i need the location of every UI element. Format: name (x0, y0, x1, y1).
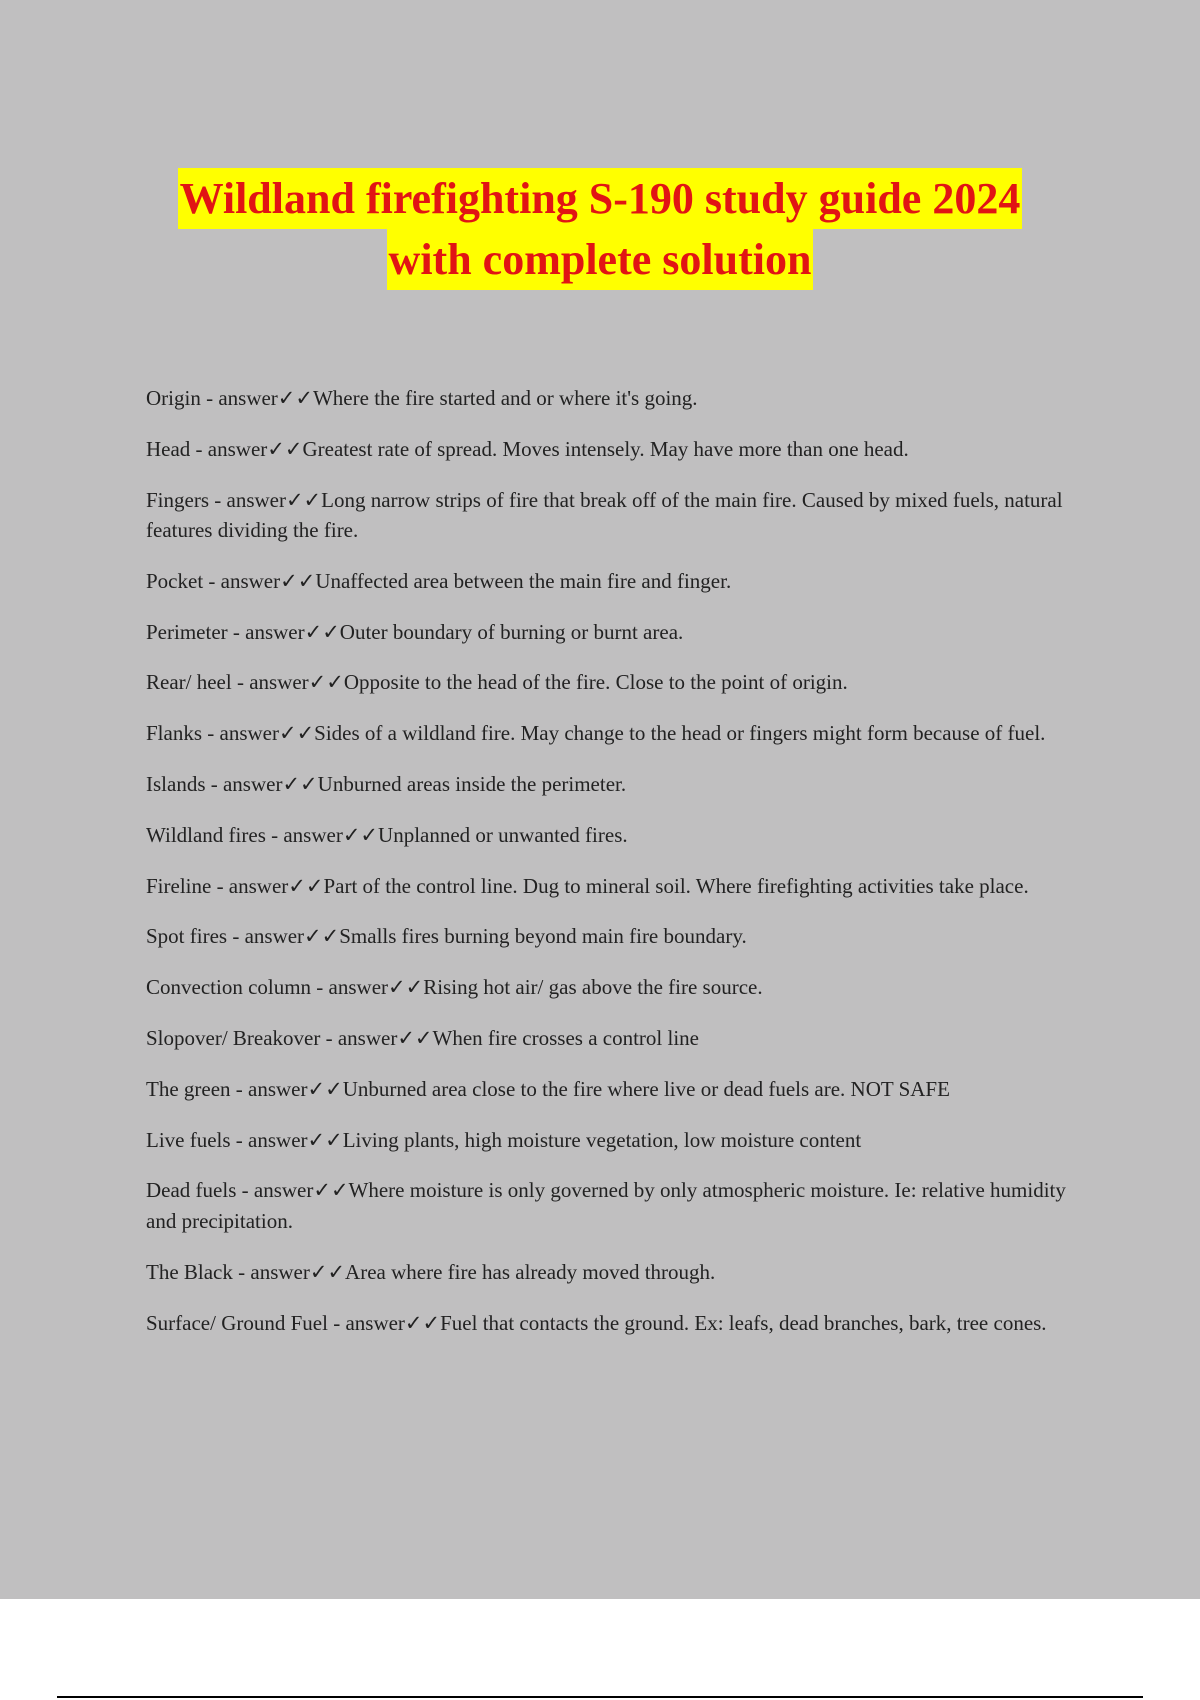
entry-head: Head - answer✓✓Greatest rate of spread. Moves intensely. May have more than one head. (146, 436, 909, 461)
entry-slopover: Slopover/ Breakover - answer✓✓When fire crosses a control line (146, 1026, 700, 1051)
entry-pocket: Pocket - answer✓✓Unaffected area between the main fire and finger. (146, 568, 732, 593)
entry-surface-ground-fuel: Surface/ Ground Fuel - answer✓✓Fuel that contacts the ground. Ex: leafs, dead branches, bark, tree cones. (146, 1310, 1047, 1335)
entry-fireline: Fireline - answer✓✓Part of the control line. Dug to mineral soil. Where firefighting activities take place. (146, 873, 1029, 898)
entry-spot-fires: Spot fires - answer✓✓Smalls fires burning beyond main fire boundary. (146, 924, 747, 949)
entry-flanks: Flanks - answer✓✓Sides of a wildland fire. May change to the head or fingers might form because of fuel. (146, 721, 1046, 746)
entry-perimeter: Perimeter - answer✓✓Outer boundary of burning or burnt area. (146, 619, 684, 644)
entry-islands: Islands - answer✓✓Unburned areas inside the perimeter. (146, 772, 627, 797)
page-divider (57, 1696, 1143, 1698)
entry-fingers: Fingers - answer✓✓Long narrow strips of fire that break off of the main fire. Caused by mixed fuels, natural features dividing the fire. (146, 487, 1063, 543)
entry-the-green: The green - answer✓✓Unburned area close to the fire where live or dead fuels are. NOT SAFE (146, 1076, 950, 1101)
entry-convection-column: Convection column - answer✓✓Rising hot air/ gas above the fire source. (146, 975, 763, 1000)
entry-dead-fuels: Dead fuels - answer✓✓Where moisture is only governed by only atmospheric moisture. Ie: relative humidity and precipitation. (146, 1178, 1066, 1233)
entry-origin: Origin - answer✓✓Where the fire started and or where it's going. (146, 386, 698, 410)
study-entries-list (146, 383, 1086, 1358)
entry-rear-heel: Rear/ heel - answer✓✓Opposite to the head of the fire. Close to the point of origin. (146, 670, 848, 695)
page-title (0, 168, 1200, 290)
entry-the-black: The Black - answer✓✓Area where fire has already moved through. (146, 1259, 716, 1284)
entry-live-fuels: Live fuels - answer✓✓Living plants, high moisture vegetation, low moisture content (146, 1127, 862, 1152)
entry-wildland-fires: Wildland fires - answer✓✓Unplanned or unwanted fires. (146, 822, 628, 847)
title-line-2: with complete solution (387, 229, 814, 290)
title-line-1: Wildland firefighting S-190 study guide 2024 (178, 168, 1023, 229)
